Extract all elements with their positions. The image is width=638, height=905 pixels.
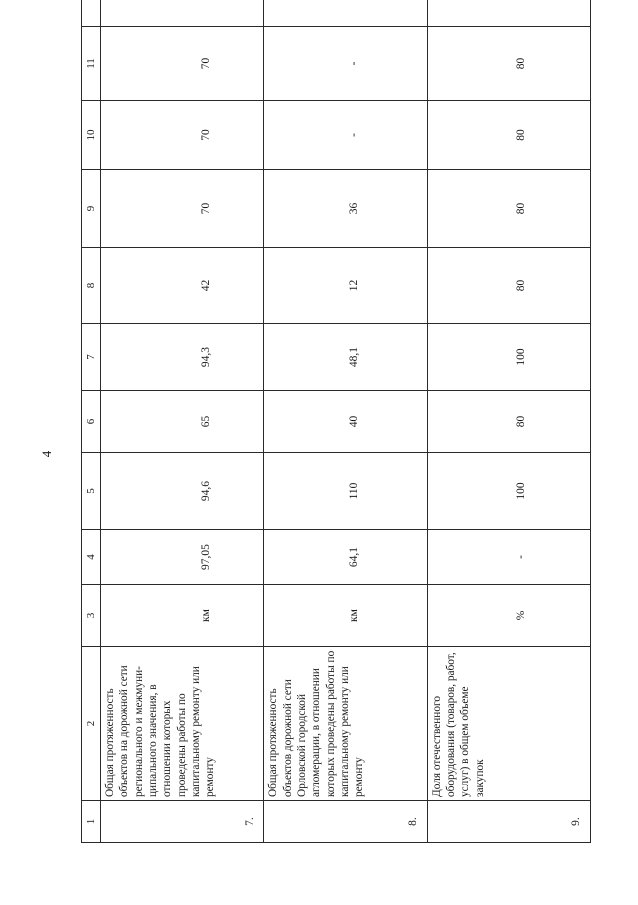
row-number: 8. xyxy=(264,801,427,843)
column-number: 7 xyxy=(82,324,101,391)
column-number: 3 xyxy=(82,585,101,647)
value-cell: 80 xyxy=(427,101,590,170)
value-cell: 70 xyxy=(101,101,264,170)
indicator-description: Доля отечественного оборудования (товаров, работ, услуг) в общем объеме закупок xyxy=(427,647,590,801)
column-number xyxy=(82,0,101,27)
value-cell: - xyxy=(264,101,427,170)
value-cell: 94,3 xyxy=(101,324,264,391)
indicators-table xyxy=(81,0,591,843)
unit-cell: км xyxy=(264,585,427,647)
column-number: 6 xyxy=(82,391,101,453)
value-cell: 42 xyxy=(101,248,264,324)
value-cell: 40 xyxy=(264,391,427,453)
indicator-description: Общая протяженность объектов на дорожной сети регионального и межмуни-ципального значения, в отношении которых проведены работы по капитальному ремонту или ремонту xyxy=(101,647,264,801)
column-number: 11 xyxy=(82,27,101,101)
value-cell xyxy=(264,0,427,27)
value-cell: 65 xyxy=(101,391,264,453)
table-rotator xyxy=(81,15,591,843)
value-cell: 110 xyxy=(264,453,427,530)
value-cell: 12 xyxy=(264,248,427,324)
row-number: 9. xyxy=(427,801,590,843)
value-cell xyxy=(101,0,264,27)
column-number: 8 xyxy=(82,248,101,324)
value-cell: 80 xyxy=(427,391,590,453)
unit-cell: км xyxy=(101,585,264,647)
column-number: 5 xyxy=(82,453,101,530)
column-number: 4 xyxy=(82,530,101,585)
column-number: 2 xyxy=(82,647,101,801)
value-cell xyxy=(427,0,590,27)
value-cell: 70 xyxy=(101,170,264,248)
value-cell: 100 xyxy=(427,453,590,530)
rotated-table-container xyxy=(81,15,591,843)
table-row xyxy=(101,0,264,843)
column-number: 1 xyxy=(82,801,101,843)
value-cell: 48,1 xyxy=(264,324,427,391)
column-number: 10 xyxy=(82,101,101,170)
row-number: 7. xyxy=(101,801,264,843)
value-cell: 80 xyxy=(427,27,590,101)
table-row xyxy=(427,0,590,843)
column-number: 9 xyxy=(82,170,101,248)
value-cell: 100 xyxy=(427,324,590,391)
value-cell: - xyxy=(264,27,427,101)
value-cell: 64,1 xyxy=(264,530,427,585)
page-number: 4 xyxy=(39,450,54,458)
value-cell: 36 xyxy=(264,170,427,248)
value-cell: 80 xyxy=(427,248,590,324)
indicator-description: Общая протяженность объектов дорожной сети Орловской городской агломерации, в отношении которых проведены работы по капитальному ремонту или ремонту xyxy=(264,647,427,801)
value-cell: 80 xyxy=(427,170,590,248)
value-cell: 94,6 xyxy=(101,453,264,530)
table-row xyxy=(264,0,427,843)
value-cell: - xyxy=(427,530,590,585)
unit-cell: % xyxy=(427,585,590,647)
value-cell: 97,05 xyxy=(101,530,264,585)
value-cell: 70 xyxy=(101,27,264,101)
column-number-row xyxy=(82,0,101,843)
